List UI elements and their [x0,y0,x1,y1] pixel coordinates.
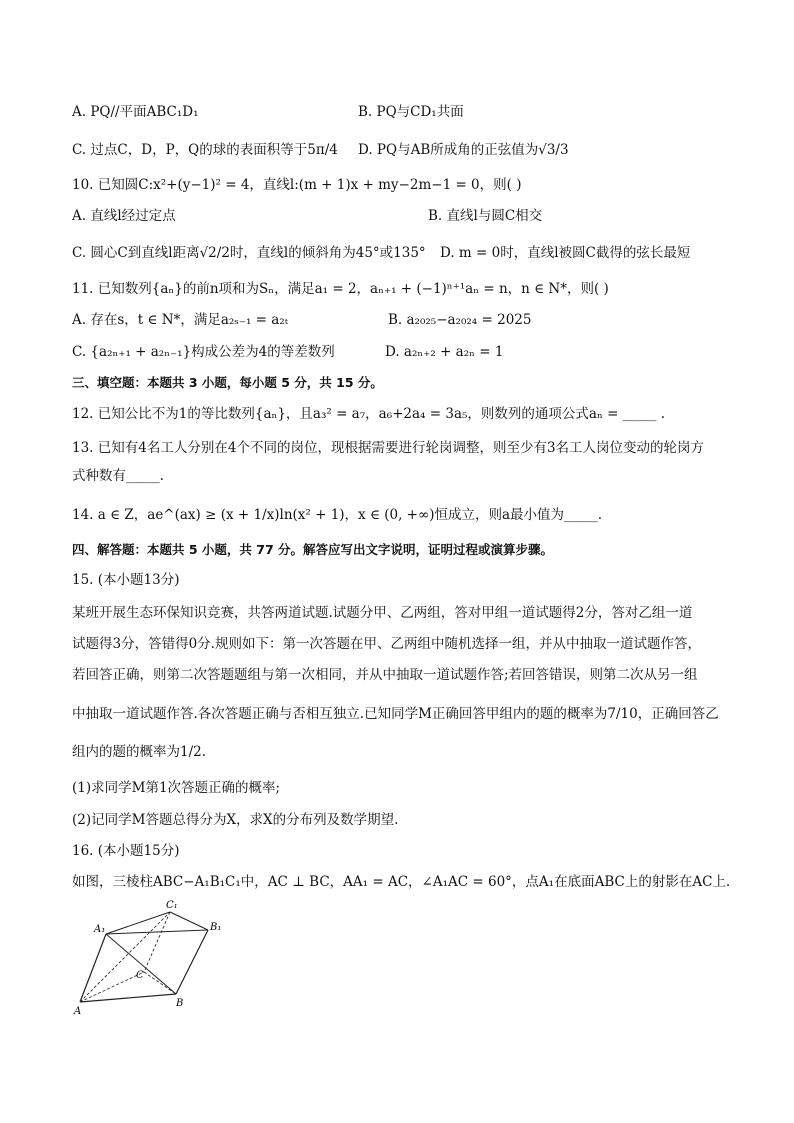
q9-option-c: C. 过点C，D，P，Q的球的表面积等于5π/4 [72,142,338,158]
q15-part-2: (2)记同学M答题总得分为X，求X的分布列及数学期望. [72,812,399,828]
q16-body: 如图，三棱柱ABC−A₁B₁C₁中，AC ⊥ BC，AA₁ = AC，∠A₁AC = 60°，点A₁在底面ABC上的射影在AC上. [72,874,731,890]
q15-body-line-4: 中抽取一道试题作答.各次答题正确与否相互独立.已知同学M正确回答甲组内的题的概率为7/10，正确回答乙 [72,706,719,722]
q13-line-1: 13. 已知有4名工人分别在4个不同的岗位，现根据需要进行轮岗调整，则至少有3名工人岗位变动的轮岗方 [72,440,705,456]
q11-option-b: B. a₂₀₂₅−a₂₀₂₄ = 2025 [388,312,532,328]
q15-header: 15. (本小题13分) [72,572,180,588]
q11-stem: 11. 已知数列{aₙ}的前n项和为Sₙ，满足a₁ = 2，aₙ₊₁ + (−1)ⁿ⁺¹aₙ = n，n ∈ N*，则( ) [72,281,609,297]
q12: 12. 已知公比不为1的等比数列{aₙ}，且a₃² = a₇，a₆+2a₄ = 3a₅，则数列的通项公式aₙ = _____ . [72,406,666,422]
q10-option-c: C. 圆心C到直线l距离√2/2时，直线l的倾斜角为45°或135° [72,245,426,261]
section-3-heading: 三、填空题：本题共 3 小题，每小题 5 分，共 15 分。 [72,375,383,390]
q15-part-1: (1)求同学M第1次答题正确的概率; [72,780,281,796]
q9-option-d: D. PQ与AB所成角的正弦值为√3/3 [358,142,569,158]
q14: 14. a ∈ Z，ae^(ax) ≥ (x + 1/x)ln(x² + 1)，x ∈ (0, +∞)恒成立，则a最小值为_____. [72,507,603,523]
label-a1: A₁ [94,924,106,935]
q9-option-a: A. PQ//平面ABC₁D₁ [72,104,199,120]
label-b1: B₁ [210,922,222,933]
q10-stem: 10. 已知圆C:x²+(y−1)² = 4，直线l:(m + 1)x + my−2m−1 = 0，则( ) [72,177,522,193]
q10-option-b: B. 直线l与圆C相交 [428,208,543,224]
q13-line-2: 式种数有_____. [72,468,165,484]
q16-header: 16. (本小题15分) [72,843,180,859]
q11-option-c: C. {a₂ₙ₊₁ + a₂ₙ₋₁}构成公差为4的等差数列 [72,344,335,360]
q15-body-line-3: 若回答正确，则第二次答题题组与第一次相同，并从中抽取一道试题作答;若回答错误，则第二次从另一组 [72,667,698,683]
q15-body-line-5: 组内的题的概率为1/2. [72,744,207,760]
triangular-prism-diagram [72,898,222,1020]
label-c1: C₁ [166,900,178,911]
q11-option-d: D. a₂ₙ₊₂ + a₂ₙ = 1 [385,344,504,360]
q9-option-b: B. PQ与CD₁共面 [358,104,464,120]
q10-option-a: A. 直线l经过定点 [72,208,176,224]
prism-figure [72,898,222,1020]
q10-option-d: D. m = 0时，直线l被圆C截得的弦长最短 [440,245,691,261]
label-a: A [74,1006,82,1017]
label-c: C [136,970,144,981]
section-4-heading: 四、解答题：本题共 5 小题，共 77 分。解答应写出文字说明，证明过程或演算步骤。 [72,542,554,557]
q11-option-a: A. 存在s，t ∈ N*，满足a₂ₛ₋₁ = a₂ₜ [72,312,289,328]
label-b: B [176,998,184,1009]
q15-body-line-1: 某班开展生态环保知识竞赛，共答两道试题.试题分甲、乙两组，答对甲组一道试题得2分，答对乙组一道 [72,605,693,621]
q15-body-line-2: 试题得3分，答错得0分.规则如下：第一次答题在甲、乙两组中随机选择一组，并从中抽取一道试题作答， [72,636,701,652]
